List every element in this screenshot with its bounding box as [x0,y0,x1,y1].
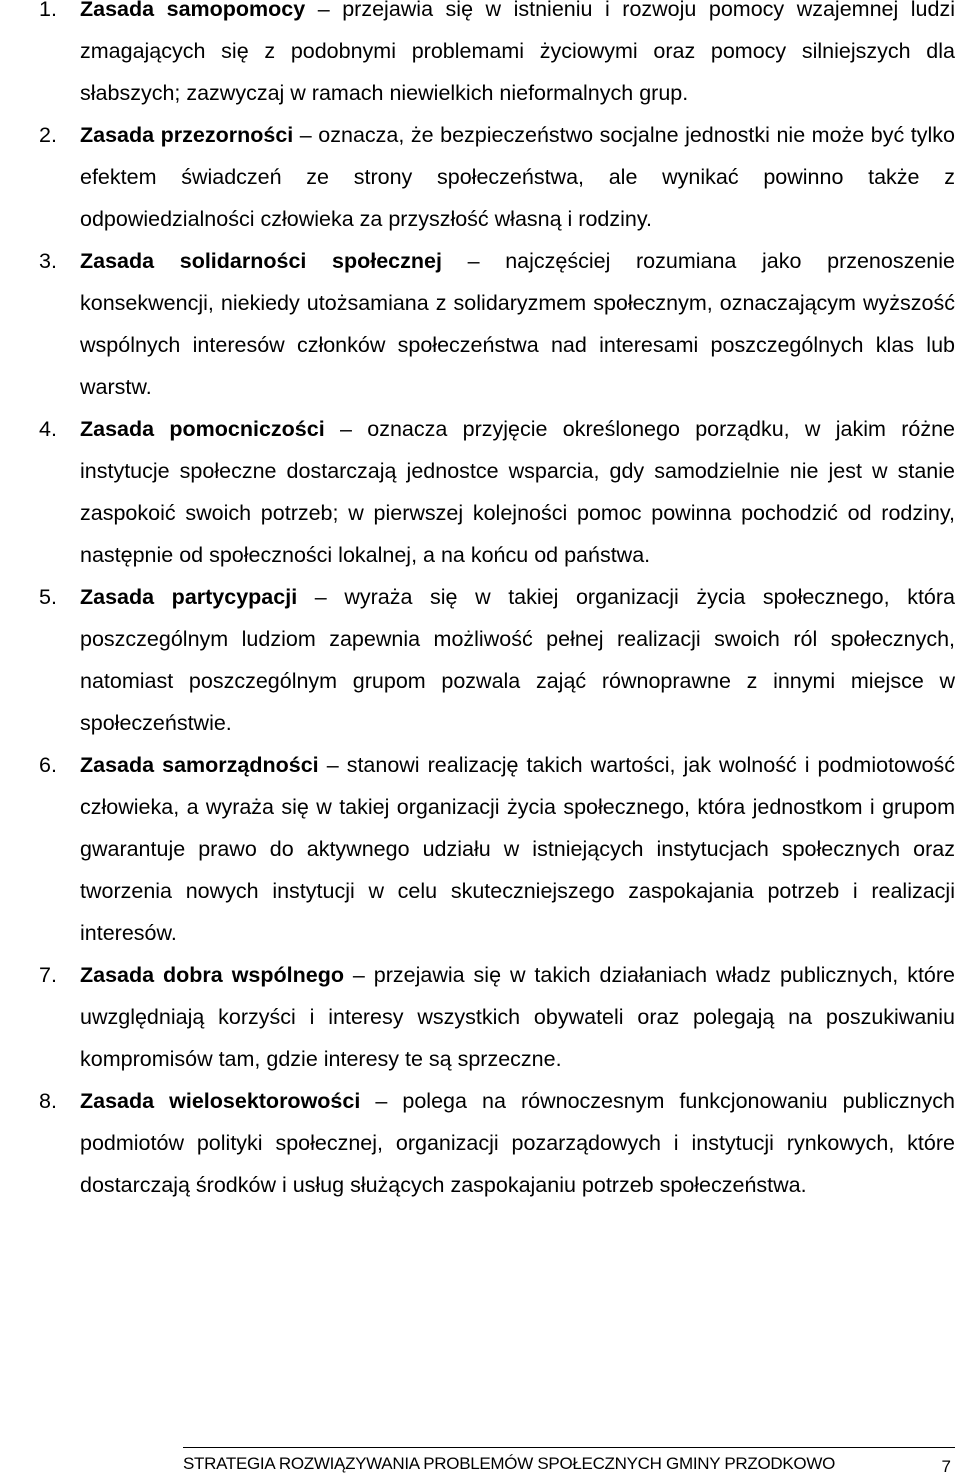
footer-title: STRATEGIA ROZWIĄZYWANIA PROBLEMÓW SPOŁECZNYCH GMINY PRZODKOWO [183,1454,836,1473]
page-number: 7 [941,1457,951,1476]
list-item [0,954,955,1080]
item-number: 7. [39,963,57,987]
item-term: Zasada solidarności społecznej [80,249,442,273]
list-item [0,240,955,408]
item-dash: – [343,963,374,987]
item-text: najczęściej rozumiana jako przenoszenie konsekwencji, niekiedy utożsamiana z solidaryzmem społecznym, oznaczającym wyższość wspólnych interesów członków społeczeństwa nad interesami poszczególnych klas lub warstw. [80,249,955,399]
item-text: polega na równoczesnym funkcjonowaniu publicznych podmiotów polityki społecznej, organizacji pozarządowych i instytucji rynkowych, które dostarczają środków i usług służących zaspokajaniu potrzeb społeczeństwa. [80,1089,955,1197]
list-item [0,744,955,954]
item-dash: – [441,249,506,273]
item-text: oznacza, że bezpieczeństwo socjalne jednostki nie może być tylko efektem świadczeń ze strony społeczeństwa, ale wynikać powinno także z odpowiedzialności człowieka za przyszłość własną i rodziny. [80,123,956,231]
item-dash: – [293,123,319,147]
list-item [0,576,955,744]
item-term: Zasada wielosektorowości [80,1089,361,1113]
list-item [0,0,955,114]
item-dash: – [360,1089,403,1113]
item-dash: – [318,753,347,777]
list-item [0,408,955,576]
list-item [0,1080,955,1206]
item-text: przejawia się w istnieniu i rozwoju pomocy wzajemnej ludzi zmagających się z podobnymi problemami życiowymi oraz pomocy silniejszych dla słabszych; zazwyczaj w ramach niewielkich nieformalnych grup. [80,0,955,105]
item-term: Zasada partycypacji [80,585,298,609]
item-number: 8. [39,1089,57,1113]
item-dash: – [305,0,343,21]
item-term: Zasada samopomocy [80,0,306,21]
item-text: przejawia się w takich działaniach władz publicznych, które uwzględniają korzyści i interesy wszystkich obywateli oraz polegają na poszukiwaniu kompromisów tam, gdzie interesy te są sprzeczne. [80,963,955,1071]
item-text: oznacza przyjęcie określonego porządku, w jakim różne instytucje społeczne dostarczają jednostce wsparcia, gdy samodzielnie nie jest w stanie zaspokoić swoich potrzeb; w pierwszej kolejności pomoc powinna pochodzić od rodziny, następnie od społeczności lokalnej, a na końcu od państwa. [80,417,955,567]
item-number: 2. [39,123,57,147]
item-number: 5. [39,585,57,609]
item-term: Zasada samorządności [80,753,319,777]
item-number: 4. [39,417,57,441]
item-term: Zasada dobra wspólnego [80,963,344,987]
item-term: Zasada pomocniczości [80,417,325,441]
item-number: 3. [39,249,57,273]
item-term: Zasada przezorności [80,123,294,147]
item-text: stanowi realizację takich wartości, jak wolność i podmiotowość człowieka, a wyraża się w takiej organizacji życia społecznego, która jednostkom i grupom gwarantuje prawo do aktywnego udziału w istniejących instytucjach społecznych oraz tworzenia nowych instytucji w celu skuteczniejszego zaspokajania potrzeb i realizacji interesów. [80,753,955,945]
list-item [0,114,955,240]
item-dash: – [297,585,345,609]
item-number: 6. [39,753,57,777]
item-number: 1. [39,0,57,21]
item-text: wyraża się w takiej organizacji życia społecznego, która poszczególnym ludziom zapewnia możliwość pełnej realizacji swoich ról społecznych, natomiast poszczególnym grupom pozwala zająć równoprawne z innymi miejsce w społeczeństwie. [80,585,955,735]
item-dash: – [324,417,368,441]
page-footer [183,1447,955,1478]
